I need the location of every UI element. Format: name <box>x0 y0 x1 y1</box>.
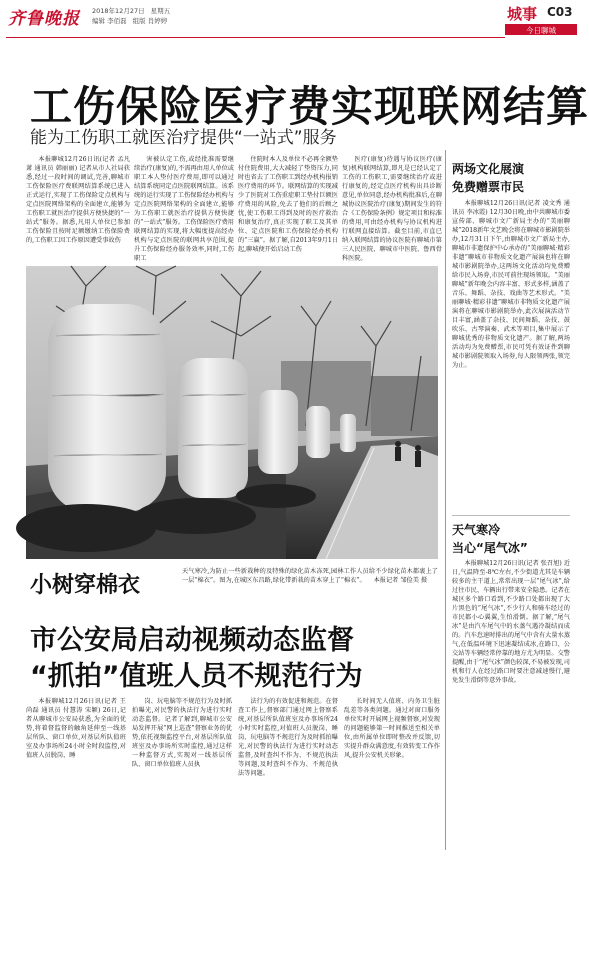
photo-caption-block <box>182 568 438 602</box>
section-name: 城事 <box>507 5 538 23</box>
lead-column-3 <box>238 156 338 256</box>
side1-headline-line1: 两场文化展演 <box>452 162 525 176</box>
second-text-3: 法行为的有效促进和规范。在督查工作上,督察部门通过网上督察系统,对基层所队值班室及办事场所24小时实时监控,对值班人员脱岗、睡岗、玩电脑等不规范行为及时抓拍曝光,对民警的执法行为进行实时动态监督,及时查纠不作为、不规范执法等问题,及时查纠不作为、不规范执法等问题。 <box>238 698 338 777</box>
date-text: 2018年12月27日 <box>92 7 145 15</box>
second-column-3 <box>238 698 338 848</box>
side2-headline-line1: 天气寒冷 <box>452 523 501 537</box>
second-text-1: 本报聊城12月26日讯(记者 王尚磊 通讯员 付慧涛 宋颖) 26日,记者从聊城市公安局获悉,为全面的优势,将着督监督的触角延伸至一线基层所队、窗口单位,对基层所队值班室及办事场所24小时全时段监控,对值班人员脱岗、睡 <box>26 698 126 759</box>
side-separator <box>452 515 570 516</box>
second-column-2 <box>132 698 232 848</box>
second-column-1 <box>26 698 126 848</box>
lead-text-3: 住院时本人及单位不必再全额垫付住院费用,大大减轻了垫资压力,同时也省去了工伤职工到经办机构报销医疗费用的环节。联网结算的实现减少了医院对工伤重症职工垫付巨额医疗费用的风险,免去了他们的后顾之忧,使工伤职工得到及时的医疗救治和康复治疗,真正实现了职工及其单位、定点医院和工伤保险经办机构的“三赢”。据了解,自2013年9月1日起,聊城便开始启动工伤 <box>238 156 338 253</box>
page-number: C03 <box>547 5 573 19</box>
side1-body <box>452 200 570 508</box>
side2-headline-line2: 当心“尾气冰” <box>452 541 528 555</box>
side2-body <box>452 560 570 848</box>
lead-headline: 工伤保险医疗费实现联网结算 <box>30 82 589 131</box>
second-text-2: 岗、玩电脑等不规范行为及时抓拍曝光,对民警的执法行为进行实时动态监督。记者了解到,聊城市公安局发挥开展“网上巡查”督察业务的优势,依托视频监控平台,对基层所队值班室及办事场所实时监控,通过这样一种监督方式,实现对一线基层所队、窗口单位值班人员执 <box>132 698 232 768</box>
editor-credits <box>92 16 167 25</box>
second-headline-line2: “抓拍”值班人员不规范行为 <box>30 661 363 692</box>
photo-trees-in-cotton-wraps <box>26 266 438 559</box>
lead-subhead: 能为工伤职工就医治疗提供“一站式”服务 <box>30 128 337 148</box>
lead-column-1 <box>26 156 130 256</box>
lead-text-1: 本报聊城12月26日讯(记者 孟凡萧 通讯员 韩丽丽) 记者从市人社局获悉,经过一段时间的调试,完善,聊城市工伤保险医疗费联网结算系统已进入正式运行,实现了工伤保险定点机构与定点医院网络架构的全面建立,能够为工伤职工就医治疗提供方便快捷的“一站式”服务。据悉,凡用人单位已参加工伤保险且按时足额缴纳工伤保险费的,工伤职工因工作原因遭受事故伤 <box>26 156 130 244</box>
second-headline-line1: 市公安局启动视频动态监督 <box>30 625 354 656</box>
news-photo <box>26 266 438 559</box>
page-bottom-margin <box>0 860 580 980</box>
side1-headline-line2: 免费赠票市民 <box>452 180 525 194</box>
lead-text-4: 医疗(康复)待遇与协议医疗(康复)机构联网结算,即凡是已经认定了工伤的工伤职工,需要继续治疗或进行康复的,经定点医疗机构出具诊断意见,单位同意,经办机构批准后,在聊城协议医院治疗(康复)期间发生的符合《工伤保险条例》规定项目和标准的费用,可由经办机构与协议机构进行联网直接结算。截至目前,市直已纳入联网结算的协议医院有聊城市第三人民医院、聊城市中医院、鲁西骨科医院。 <box>342 156 442 262</box>
second-column-4 <box>344 698 440 848</box>
lead-column-2 <box>134 156 234 262</box>
newspaper-logo: 齐鲁晚报 <box>8 9 80 29</box>
masthead <box>0 0 580 40</box>
photo-title: 小树穿棉衣 <box>30 573 141 598</box>
lead-column-4 <box>342 156 442 262</box>
weekday-text: 星期五 <box>150 7 171 15</box>
photo-caption: 天气寒冷,为防止一些新栽种的及特殊的绿化苗木冻死,园林工作人员给不少绿化苗木都裹上了一层“棉衣”。图为,在城区东昌路,绿化带新栽的苗木穿上了“棉衣”。 <box>182 568 438 584</box>
photo-credit: 本报记者 邹俭美 摄 <box>373 576 428 584</box>
masthead-rule <box>6 37 505 38</box>
designer-text: 组版 肖婷婷 <box>132 17 168 25</box>
lead-text-2: 害被认定工伤,或经批准需要继续治疗(康复)的,不需再由用人单位或职工本人垫付医疗费用,即可以通过结算系统同定点医院联网结算。该系统的运行实现了工伤保险经办机构与定点医院网络架构的全面建立,能够为工伤职工就医治疗提供方便快捷的“一站式”服务。工伤保险医疗费用联网结算的实现,将大幅度提高经办机构与定点医院的联网共享范围,提升工伤保险经办服务效率,同时,工伤职工 <box>134 156 234 262</box>
sidebar-divider <box>445 150 446 850</box>
issue-date <box>92 6 170 15</box>
second-text-4: 长时间无人值班、内务卫生脏乱差等各类问题。通过对窗口服务单位实时开展网上视频督察,对发现的问题能够第一时间推送至相关单位,由所属单位即时整改并反馈,切实提升群众满意度,有效转变工作作风,提升公安机关形象。 <box>344 698 440 759</box>
side2-text: 本报聊城12月26日讯(记者 张召旭) 近日,气温降至-8℃左右,不少街道尤其是车辆较多的主干道上,常常出现一层“尾气冰”,给过往市民、车辆出行带来安全隐患。记者在城区多个路口看到,不少路口处都出现了大片黑色的“尾气冰”,不少行人和骑车经过的市民都小心翼翼,生怕滑倒。据了解,“尾气冰”是由汽车尾气中的水蒸气遇冷凝结而成的。汽车怠速时排出的尾气中含有大量水蒸气,在低温环境下迅速凝结成冰,在路口、公交站等车辆经常停靠的地方尤为明显。交警提醒,由于“尾气冰”颜色较深,不易被发现,司机和行人在经过路口时要注意减速慢行,避免发生滑倒等意外事故。 <box>452 560 570 684</box>
editor-text: 编辑 李佰磊 <box>92 17 127 25</box>
edition-label: 今日聊城 <box>526 26 556 35</box>
side1-text: 本报聊城12月26日讯(记者 凌文秀 通讯员 李冰霞) 12月30日晚,由中共聊城市委宣传部、聊城市文广新局主办的“美丽聊城”2018新年文艺晚会将在聊城市影剧院举办,12月31日下午,由聊城市文广新局主办,聊城市非遗保护中心承办的“美丽聊城·精彩非遗”聊城市非物质文化遗产展演也将在聊城市影剧院举办,这两场文化活动均免费赠给市民入场券,市民可前往现场领取。“美丽聊城”新年晚会内容丰富、形式多样,涵盖了音乐、舞蹈、杂技、戏曲等艺术形式。“美丽聊城·精彩非遗”聊城市非物质文化遗产展演将在聊城市影剧院举办,此次展演活动节目丰富,涵盖了杂技、民间舞蹈、杂技、鼓吹乐、古琴演奏、武术等项目,集中展示了聊城优秀的非物质文化遗产。据了解,两场活动均为免费赠票,市民可凭有效证件到聊城市影剧院领取入场券,每人限领两张,领完为止。 <box>452 200 570 369</box>
